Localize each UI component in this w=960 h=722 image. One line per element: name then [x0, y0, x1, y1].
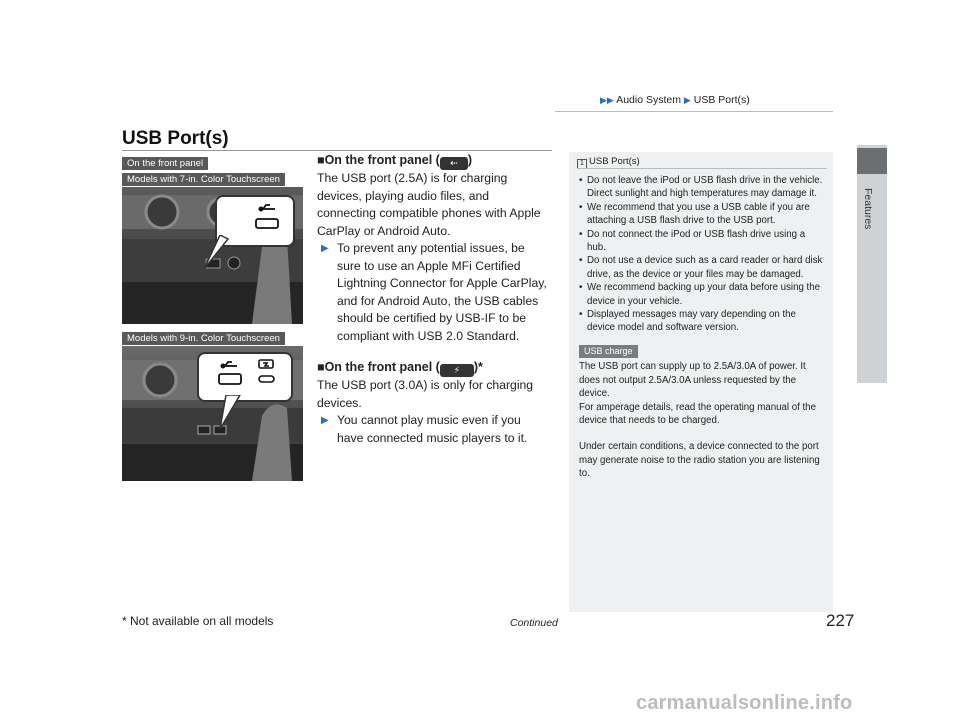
usb-icon — [256, 205, 278, 228]
page-number: 227 — [826, 611, 855, 630]
breadcrumb-item-usb-ports[interactable]: USB Port(s) — [693, 94, 750, 106]
section-body: The USB port (3.0A) is only for charging devices. — [317, 378, 534, 410]
section-note: ▶ You cannot play music even if you have connected music players to it. — [321, 413, 528, 445]
right-arrow-icon: ▶▶ — [600, 95, 614, 105]
usb-charge-tag: USB charge — [579, 345, 638, 358]
main-column — [317, 152, 549, 447]
usb-icon: ⇠ — [440, 157, 468, 170]
section-heading: ■On the front panel ( ⚡ )* — [317, 360, 483, 375]
chapter-label: Features — [862, 188, 874, 230]
notes-bullet: • Do not leave the iPod or USB flash drive in the vehicle. Direct sunlight and high temperatures may damage it. — [579, 174, 824, 201]
title-divider — [122, 150, 552, 151]
right-arrow-icon: ▶ — [321, 243, 329, 254]
notes-bullet: • Do not connect the iPod or USB flash drive using a hub. — [579, 228, 824, 255]
notes-divider — [577, 168, 827, 169]
notes-body — [579, 174, 824, 481]
model-7in-tag: Models with 7-in. Color Touchscreen — [122, 173, 285, 186]
chapter-sidebar — [857, 145, 887, 383]
chapter-tab-marker — [857, 148, 887, 174]
breadcrumb-item-audio-system[interactable]: Audio System — [616, 94, 681, 106]
note-icon: 1 — [577, 159, 587, 169]
notes-bullet: • We recommend backing up your data before using the device in your vehicle. — [579, 281, 824, 308]
page-title: USB Port(s) — [122, 128, 229, 149]
section-note: ▶ To prevent any potential issues, be sure to use an Apple MFi Certified Lightning Connector for Apple CarPlay, and for Android Auto, the USB cables should be certified by USB-IF to be compliant with USB 2.0 Standard. — [321, 241, 547, 343]
notes-bullet: • We recommend that you use a USB cable if you are attaching a USB flash drive to the USB port. — [579, 201, 824, 228]
right-arrow-icon: ▶ — [683, 95, 691, 105]
usb-charge-icon — [259, 360, 274, 382]
model-9in-tag: Models with 9-in. Color Touchscreen — [122, 332, 285, 345]
notes-bullet: • Do not use a device such as a card reader or hard disk drive, as the device or your files may be damaged. — [579, 254, 824, 281]
footnote: * Not available on all models — [122, 614, 274, 628]
charge-paragraph: The USB port can supply up to 2.5A/3.0A of power. It does not output 2.5A/3.0A unless requested by the device. — [579, 361, 806, 400]
usb-charge-icon: ⚡ — [440, 364, 474, 377]
breadcrumb — [600, 94, 750, 106]
charge-paragraph: For amperage details, read the operating manual of the device that needs to be charged. — [579, 401, 816, 426]
charge-paragraph: Under certain conditions, a device connected to the port may generate noise to the radio station you are listening to. — [579, 441, 820, 480]
front-panel-tag: On the front panel — [122, 157, 208, 170]
watermark: carmanualsonline.info — [636, 692, 853, 714]
continued-label: Continued — [510, 617, 558, 629]
usb-icon — [219, 362, 241, 384]
notes-bullet: • Displayed messages may vary depending on the device model and software version. — [579, 308, 824, 335]
right-arrow-icon: ▶ — [321, 415, 329, 426]
notes-title: 1 USB Port(s) — [577, 156, 640, 169]
header-divider — [555, 111, 833, 112]
section-heading: ■On the front panel ( ⇠ ) — [317, 153, 473, 168]
section-body: The USB port (2.5A) is for charging devices, playing audio files, and connecting compatible phones with Apple CarPlay or Android Auto. — [317, 171, 541, 238]
